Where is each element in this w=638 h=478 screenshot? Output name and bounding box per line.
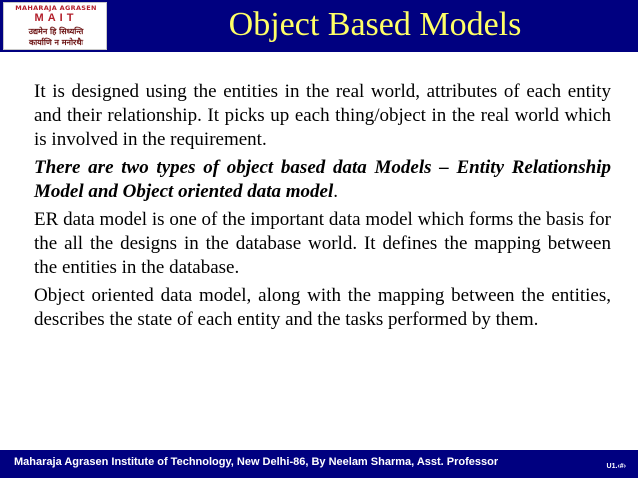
- slide-body: [34, 80, 611, 336]
- paragraph-2: [34, 156, 611, 204]
- paragraph-3: ER data model is one of the important data model which forms the basis for the all the designs in the database world. It defines the mapping between the entities in the database.: [34, 209, 611, 278]
- footer-text: Maharaja Agrasen Institute of Technology, New Delhi-86, By Neelam Sharma, Asst. Professor: [14, 456, 499, 468]
- paragraph-1: It is designed using the entities in the real world, attributes of each entity and their relationship. It picks up each thing/object in the real world which is involved in the requirement.: [34, 81, 611, 150]
- paragraph-2-emphasis: There are two types of object based data Models – Entity Relationship Model and Object oriented data model: [34, 157, 611, 202]
- paragraph-4: Object oriented data model, along with the mapping between the entities, describes the state of each entity and the tasks performed by them.: [34, 285, 611, 330]
- logo-motto-line2: कार्याणि न मनोरथैः: [28, 38, 84, 47]
- header-bar: [0, 0, 638, 52]
- slide-number: U1.‹#›: [606, 463, 626, 470]
- institute-logo: [3, 2, 107, 50]
- logo-motto-line1: उद्यमेन हि सिध्यन्ति: [28, 27, 84, 36]
- logo-letters: MAIT: [34, 12, 78, 24]
- slide-title: Object Based Models: [228, 6, 522, 43]
- logo-arc-text: MAHARAJA AGRASEN: [15, 4, 97, 12]
- footer-bar: [0, 450, 638, 478]
- paragraph-2-tail: .: [333, 181, 338, 202]
